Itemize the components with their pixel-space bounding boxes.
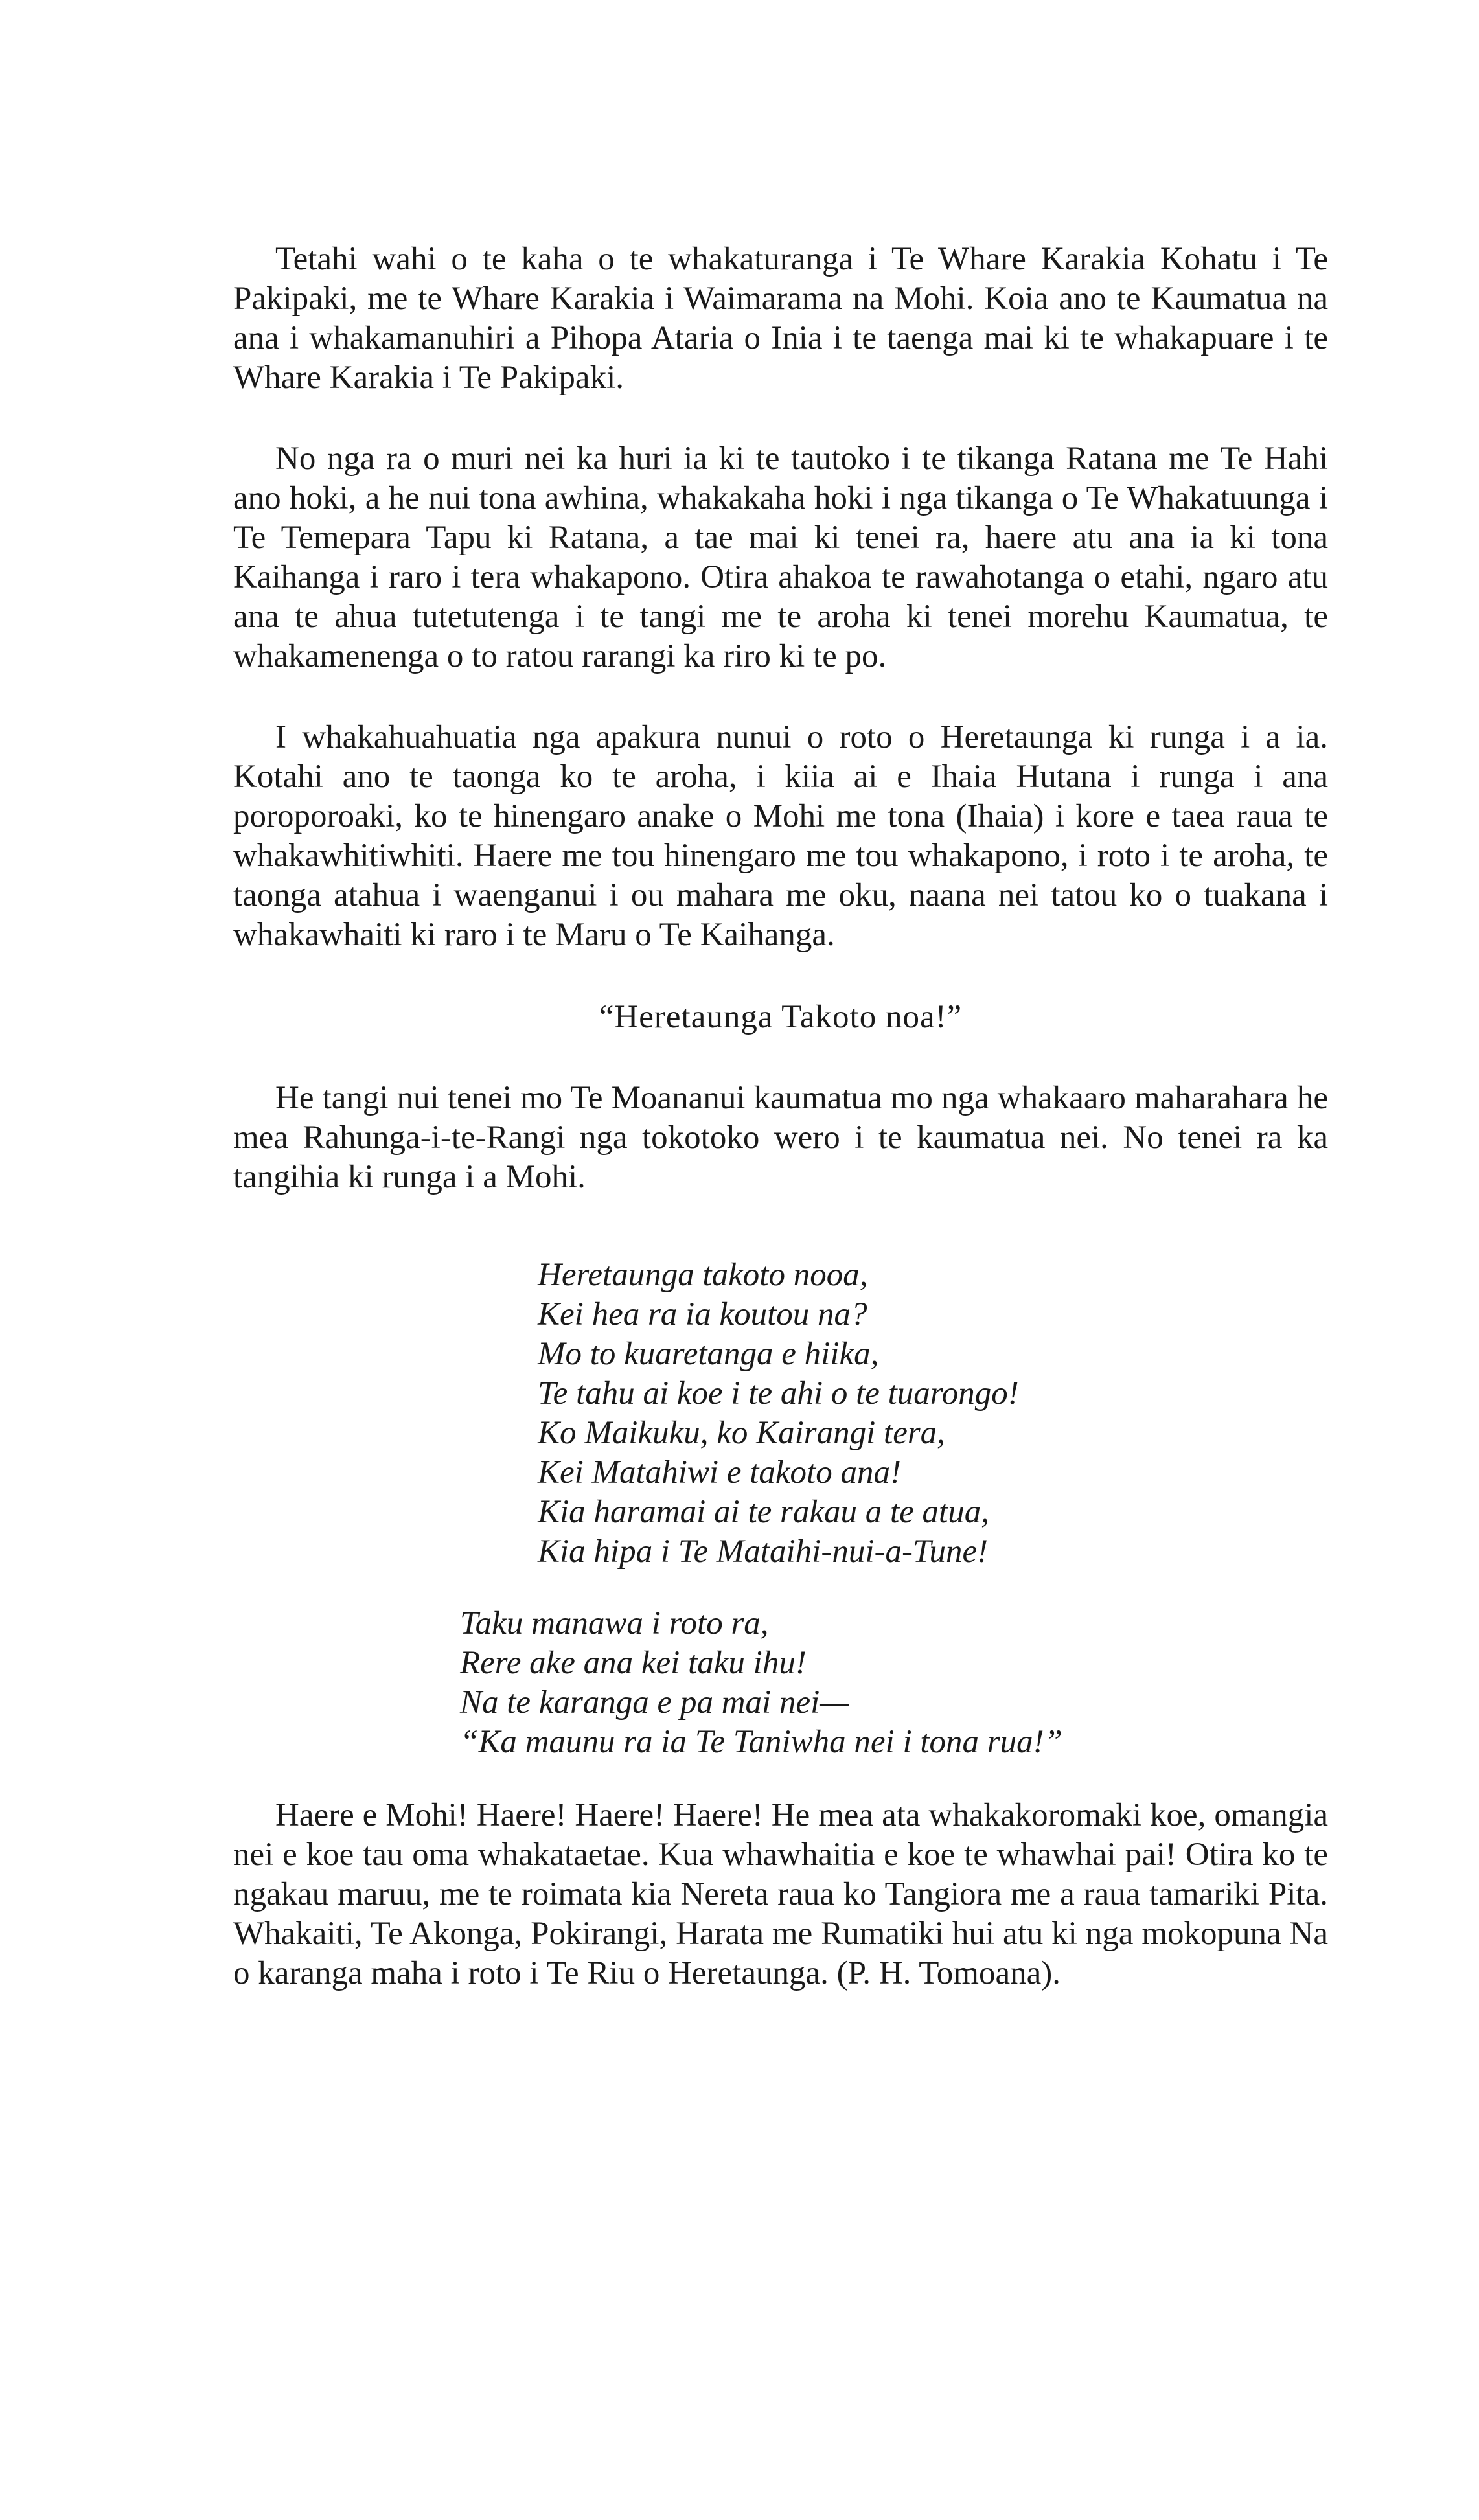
poem-line: “Ka maunu ra ia Te Taniwha nei i tona rua!”: [460, 1724, 1063, 1760]
poem-line: Na te karanga e pa mai nei—: [460, 1684, 849, 1721]
paragraph-farewell: Haere e Mohi! Haere! Haere! Haere! He mea ata whakakoromaki koe, omangia nei e koe tau oma whakataetae. Kua whawhaitia e koe te whawhai pai! Otira ko te ngakau maruu, me te roimata kia Nereta raua ko Tangiora me a raua tamariki Pita. Whakaiti, Te Akonga, Pokirangi, Harata me Rumatiki hui atu ki nga mokopuna Na o karanga maha i roto i Te Riu o Heretaunga. (P. H. Tomoana).: [233, 1797, 1328, 1991]
poem-line: Kei hea ra ia koutou na?: [538, 1296, 867, 1333]
poem-line: Te tahu ai koe i te ahi o te tuarongo!: [538, 1375, 1019, 1412]
quote-heading: “Heretaunga Takoto noa!”: [599, 999, 963, 1035]
paragraph-ratana: No nga ra o muri nei ka huri ia ki te tautoko i te tikanga Ratana me Te Hahi ano hoki, a he nui tona awhina, whakakaha hoki i nga tikanga o Te Whakatuunga i Te Temepara Tapu ki Ratana, a tae mai ki tenei ra, haere atu ana ia ki tona Kaihanga i raro i tera whakapono. Otira ahakoa te rawahotanga o etahi, ngaro atu ana te ahua tutetutenga i te tangi me te aroha ki tenei morehu Kaumatua, te whakamenenga o to ratou rarangi ka riro ki te po.: [233, 441, 1328, 674]
poem-line: Ko Maikuku, ko Kairangi tera,: [538, 1415, 945, 1451]
poem-stanza-2: [460, 1604, 1328, 1762]
poem-line: Taku manawa i roto ra,: [460, 1605, 769, 1642]
paragraph-lament: I whakahuahuatia nga apakura nunui o roto o Heretaunga ki runga i a ia. Kotahi ano te taonga ko te aroha, i kiia ai e Ihaia Hutana i runga i ana poroporoaki, ko te hinengaro anake o Mohi me tona (Ihaia) i kore e taea raua te whakawhitiwhiti. Haere me tou hinengaro me tou whakapono, i roto i te aroha, te taonga atahua i waenganui i ou mahara me oku, naana nei tatou ko o tuakana i whakawhaiti ki raro i te Maru o Te Kaihanga.: [233, 719, 1328, 953]
poem-line: Kia haramai ai te rakau a te atua,: [538, 1494, 989, 1530]
poem-line: Mo to kuaretanga e hiika,: [538, 1336, 879, 1372]
poem-line: Heretaunga takoto nooa,: [538, 1257, 868, 1293]
text-column: [233, 240, 1328, 1993]
poem-line: Kei Matahiwi e takoto ana!: [538, 1454, 901, 1491]
paragraph-moananui: He tangi nui tenei mo Te Moananui kaumatua mo nga whakaaro maharahara he mea Rahunga-i-te-Rangi nga tokotoko wero i te kaumatua nei. No tenei ra ka tangihia ki runga i a Mohi.: [233, 1080, 1328, 1195]
poem-stanza-1: [538, 1255, 1328, 1572]
poem-line: Kia hipa i Te Mataihi-nui-a-Tune!: [538, 1533, 989, 1570]
poem-line: Rere ake ana kei taku ihu!: [460, 1645, 807, 1681]
paragraph-church-opening: Tetahi wahi o te kaha o te whakaturanga i Te Whare Karakia Kohatu i Te Pakipaki, me te Whare Karakia i Waimarama na Mohi. Koia ano te Kaumatua na ana i whakamanuhiri a Pihopa Ataria o Inia i te taenga mai ki te whakapuare i te Whare Karakia i Te Pakipaki.: [233, 241, 1328, 396]
